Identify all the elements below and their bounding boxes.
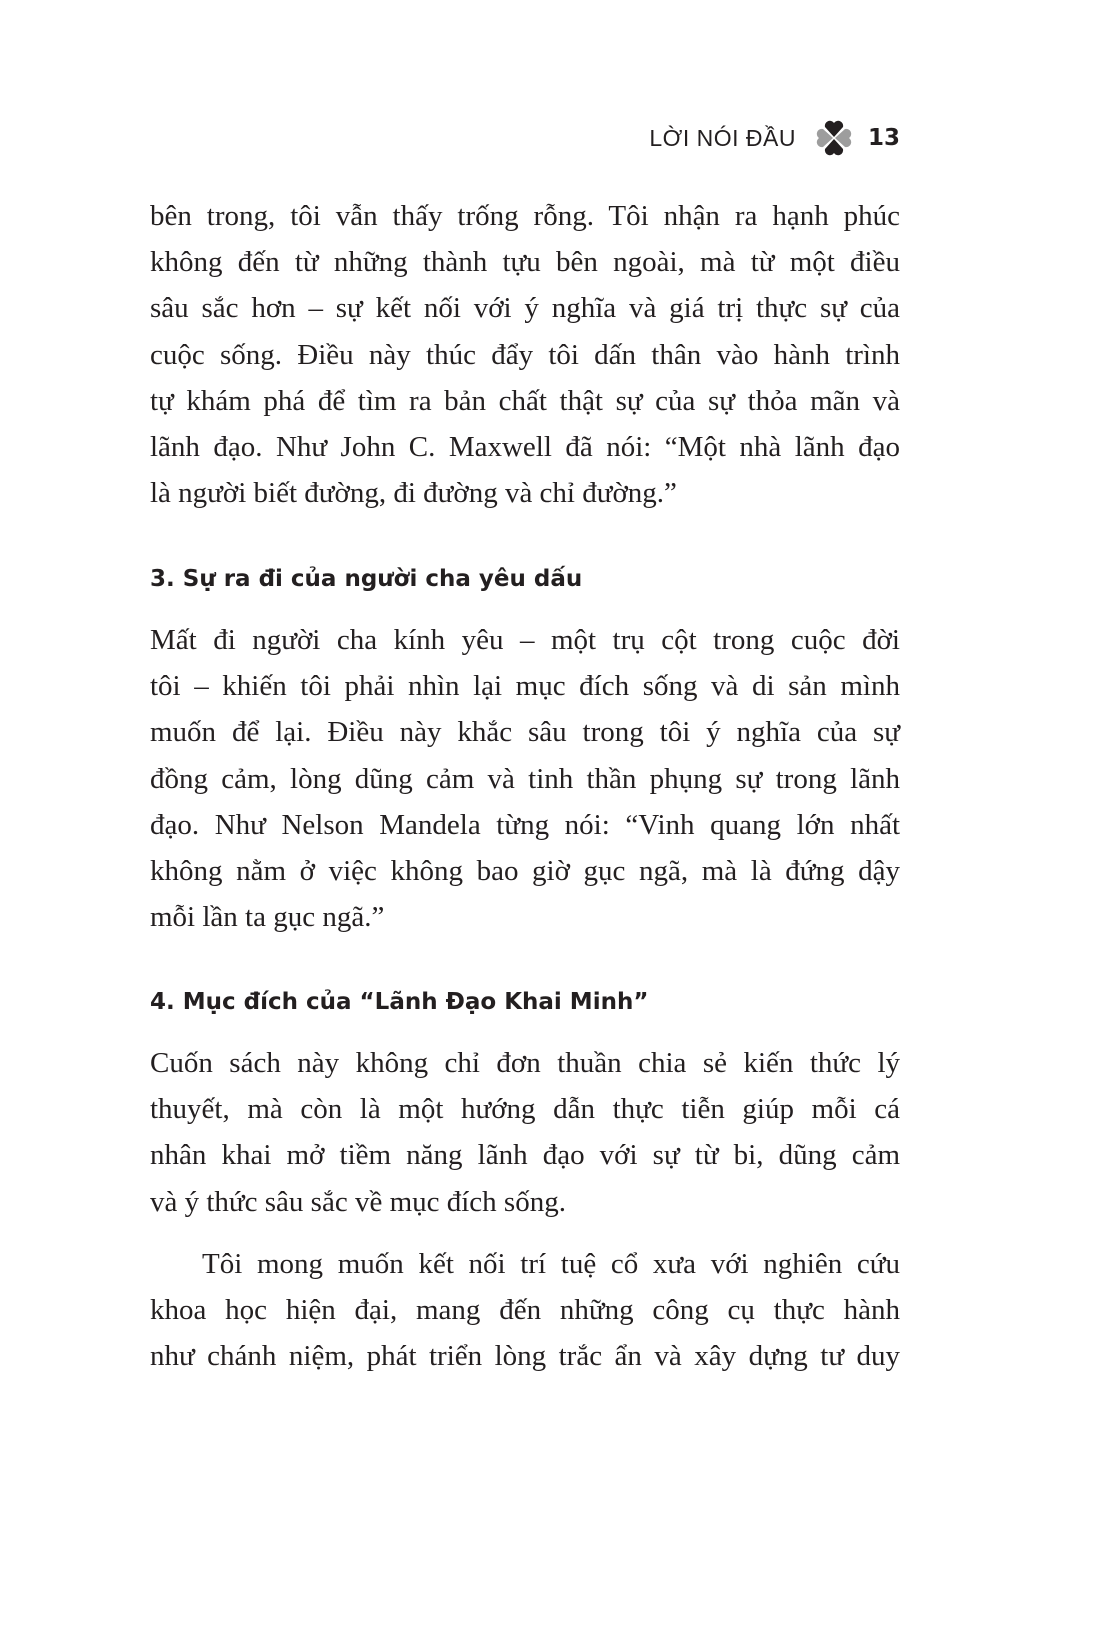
text-line: bên trong, tôi vẫn thấy trống rỗng. Tôi nhận ra hạnh phúc xyxy=(150,200,900,232)
text-line: không đến từ những thành tựu bên ngoài, mà từ một điều xyxy=(150,246,900,279)
text-line: thuyết, mà còn là một hướng dẫn thực tiễn giúp mỗi cá xyxy=(150,1093,900,1126)
text-line: không nằm ở việc không bao giờ gục ngã, mà là đứng dậy xyxy=(150,854,900,887)
body-paragraph xyxy=(150,193,900,516)
text-line: muốn để lại. Điều này khắc sâu trong tôi ý nghĩa của sự xyxy=(150,716,900,749)
text-line: Mất đi người cha kính yêu – một trụ cột trong cuộc đời xyxy=(150,624,900,656)
text-line: nhân khai mở tiềm năng lãnh đạo với sự từ bi, dũng cảm xyxy=(150,1139,900,1172)
text-line: như chánh niệm, phát triển lòng trắc ẩn và xây dựng tư duy xyxy=(150,1340,900,1373)
body-paragraph xyxy=(150,1040,900,1225)
text-line: là người biết đường, đi đường và chỉ đường.” xyxy=(150,477,677,510)
text-line: đồng cảm, lòng dũng cảm và tinh thần phụng sự trong lãnh xyxy=(150,762,900,795)
text-line: Tôi mong muốn kết nối trí tuệ cổ xưa với nghiên cứu xyxy=(202,1248,900,1280)
page-number: 13 xyxy=(867,125,900,151)
text-line: tự khám phá để tìm ra bản chất thật sự của sự thỏa mãn và xyxy=(150,384,900,417)
running-title: LỜI NÓI ĐẦU xyxy=(649,124,796,151)
section-heading: 3. Sự ra đi của người cha yêu dấu xyxy=(150,566,583,592)
text-line: đạo. Như Nelson Mandela từng nói: “Vinh quang lớn nhất xyxy=(150,808,900,841)
body-paragraph xyxy=(150,1241,900,1380)
text-line: cuộc sống. Điều này thúc đẩy tôi dấn thân vào hành trình xyxy=(150,338,900,371)
running-header xyxy=(600,118,900,158)
text-line: tôi – khiến tôi phải nhìn lại mục đích sống và di sản mình xyxy=(150,670,900,703)
four-heart-clover-icon xyxy=(814,118,854,158)
text-line: sâu sắc hơn – sự kết nối với ý nghĩa và giá trị thực sự của xyxy=(150,292,900,325)
text-line: lãnh đạo. Như John C. Maxwell đã nói: “Một nhà lãnh đạo xyxy=(150,430,900,463)
section-heading: 4. Mục đích của “Lãnh Đạo Khai Minh” xyxy=(150,989,649,1015)
text-line: mỗi lần ta gục ngã.” xyxy=(150,901,385,934)
text-line: Cuốn sách này không chỉ đơn thuần chia sẻ kiến thức lý xyxy=(150,1047,900,1079)
body-paragraph xyxy=(150,617,900,940)
text-line: và ý thức sâu sắc về mục đích sống. xyxy=(150,1185,566,1218)
text-line: khoa học hiện đại, mang đến những công cụ thực hành xyxy=(150,1294,900,1327)
